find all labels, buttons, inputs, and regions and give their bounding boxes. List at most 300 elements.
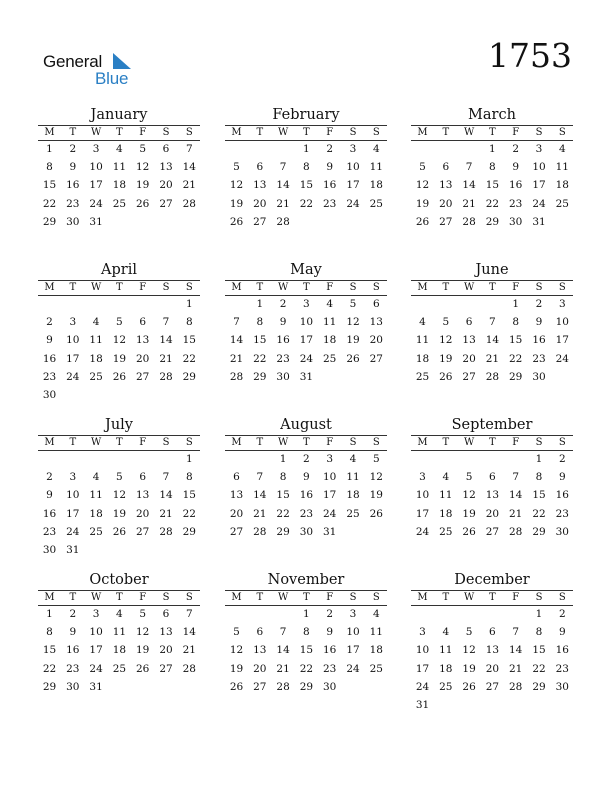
day-cell: 16: [555, 489, 569, 502]
day-cell: 9: [69, 626, 77, 639]
weekday-label: T: [489, 437, 496, 448]
month-february: [225, 106, 387, 256]
day-cell: 18: [89, 352, 103, 365]
weekday-label: T: [442, 282, 450, 293]
day-cell: 24: [299, 352, 314, 365]
day-cell: 30: [42, 389, 57, 401]
day-cell: 12: [229, 179, 244, 192]
day-cell: 25: [323, 352, 337, 365]
weekday-label: F: [326, 282, 334, 293]
weekday-label: T: [303, 282, 310, 293]
day-cell: 31: [532, 215, 546, 228]
day-cell: 18: [323, 334, 337, 347]
day-cell: 11: [439, 489, 453, 502]
day-cell: 28: [509, 680, 523, 693]
day-cell: 11: [415, 334, 430, 347]
day-cell: 17: [299, 334, 314, 347]
weekday-header-row: [38, 125, 200, 141]
day-cell: 29: [485, 215, 500, 228]
day-cell: 1: [46, 608, 53, 620]
day-cell: 1: [303, 143, 310, 155]
weekday-header-row: [225, 280, 387, 296]
weekday-label: T: [442, 127, 450, 138]
day-cell: 13: [485, 644, 500, 657]
day-cell: 13: [485, 489, 500, 502]
day-cell: 30: [532, 370, 546, 383]
weekday-header-row: [411, 280, 573, 296]
day-cell: 19: [136, 644, 150, 657]
day-cell: 18: [439, 507, 453, 520]
day-cell: 9: [326, 626, 334, 639]
day-cell: 25: [439, 525, 453, 538]
day-cell: 13: [369, 316, 383, 329]
day-cell: 31: [415, 699, 430, 711]
day-cell: 10: [323, 471, 337, 484]
day-cell: 1: [489, 143, 496, 155]
day-cell: 27: [462, 370, 476, 383]
weekday-label: S: [162, 437, 170, 448]
weekday-header-row: [411, 435, 573, 451]
day-cell: 7: [256, 471, 264, 484]
weekday-label: T: [489, 592, 496, 603]
weekday-header-row: [225, 125, 387, 141]
day-cell: 17: [89, 644, 103, 657]
day-cell: 23: [66, 197, 80, 210]
day-cell: 10: [299, 316, 314, 329]
day-cell: 17: [66, 352, 80, 365]
day-cell: 28: [229, 370, 244, 383]
logo-text-general: General: [43, 52, 103, 71]
day-cell: 19: [415, 197, 430, 210]
day-cell: 20: [229, 507, 244, 520]
day-cell: 17: [66, 507, 80, 520]
day-cell: 15: [182, 334, 196, 347]
day-cell: 28: [182, 662, 196, 675]
day-cell: 20: [136, 352, 150, 365]
weekday-label: T: [442, 592, 450, 603]
day-cell: 21: [485, 352, 500, 365]
day-cell: 22: [42, 662, 57, 675]
day-cell: 21: [182, 179, 196, 192]
day-cell: 7: [465, 161, 473, 174]
day-cell: 29: [182, 525, 196, 538]
day-cell: 7: [512, 626, 520, 639]
day-cell: 17: [555, 334, 569, 347]
day-cell: 25: [89, 525, 103, 538]
day-cell: 13: [136, 489, 150, 502]
day-cell: 14: [462, 179, 476, 192]
day-cell: 27: [253, 680, 267, 693]
day-cell: 31: [66, 544, 80, 556]
day-cell: 17: [346, 644, 360, 657]
day-cell: 3: [349, 143, 357, 155]
day-cell: 1: [185, 453, 193, 465]
day-cell: 23: [532, 352, 546, 365]
day-cell: 27: [485, 525, 500, 538]
day-cell: 11: [369, 626, 383, 639]
day-cell: 16: [66, 644, 80, 657]
day-cell: 21: [182, 644, 196, 657]
month-name: October: [89, 572, 149, 588]
day-cell: 2: [326, 143, 334, 155]
day-cell: 26: [112, 370, 127, 383]
day-cell: 6: [489, 471, 496, 484]
weekday-label: M: [231, 282, 242, 293]
day-cell: 7: [279, 161, 287, 174]
day-cell: 6: [489, 626, 496, 639]
day-cell: 14: [485, 334, 500, 347]
weekday-label: W: [90, 437, 102, 448]
day-cell: 18: [439, 662, 453, 675]
weekday-header-row: [411, 590, 573, 606]
day-cell: 21: [276, 197, 290, 210]
weekday-label: S: [185, 437, 193, 448]
day-cell: 4: [92, 316, 100, 329]
day-cell: 3: [326, 453, 334, 465]
day-cell: 31: [299, 370, 314, 383]
day-cell: 19: [462, 662, 476, 675]
day-cell: 7: [162, 471, 170, 484]
day-cell: 26: [415, 215, 430, 228]
month-name: August: [280, 417, 332, 433]
weekday-label: S: [162, 127, 170, 138]
day-cell: 27: [439, 215, 453, 228]
day-cell: 5: [372, 453, 380, 465]
day-cell: 10: [555, 316, 569, 329]
day-cell: 27: [159, 197, 173, 210]
day-cell: 24: [323, 507, 337, 520]
day-cell: 8: [489, 161, 496, 174]
day-cell: 8: [535, 471, 543, 484]
weekday-label: W: [277, 127, 289, 138]
weekday-label: M: [44, 282, 55, 293]
day-cell: 1: [303, 608, 310, 620]
day-cell: 16: [276, 334, 290, 347]
weekday-label: W: [463, 127, 475, 138]
weekday-label: S: [185, 127, 193, 138]
day-cell: 5: [465, 626, 473, 639]
day-cell: 16: [509, 179, 523, 192]
day-cell: 3: [69, 471, 77, 484]
day-cell: 6: [139, 471, 147, 484]
day-cell: 21: [229, 352, 244, 365]
day-cell: 25: [439, 680, 453, 693]
day-cell: 28: [462, 215, 476, 228]
day-cell: 2: [69, 143, 77, 155]
day-cell: 5: [465, 471, 473, 484]
day-cell: 12: [462, 489, 476, 502]
day-cell: 19: [229, 197, 244, 210]
day-cell: 22: [299, 197, 314, 210]
day-cell: 29: [253, 370, 267, 383]
day-cell: 12: [439, 334, 453, 347]
day-cell: 15: [182, 489, 196, 502]
day-cell: 22: [509, 352, 523, 365]
day-cell: 6: [162, 143, 170, 155]
day-cell: 19: [462, 507, 476, 520]
weekday-label: W: [90, 592, 102, 603]
day-cell: 23: [555, 507, 569, 520]
day-cell: 30: [509, 215, 523, 228]
day-cell: 7: [185, 608, 193, 620]
day-cell: 26: [229, 215, 244, 228]
weekday-label: M: [44, 127, 55, 138]
day-cell: 29: [509, 370, 523, 383]
weekday-label: T: [303, 127, 310, 138]
day-cell: 6: [162, 608, 170, 620]
day-cell: 9: [558, 626, 566, 639]
weekday-label: T: [489, 282, 496, 293]
day-cell: 27: [136, 525, 150, 538]
day-cell: 18: [369, 644, 383, 657]
day-cell: 2: [303, 453, 310, 465]
day-cell: 6: [256, 161, 264, 174]
day-cell: 14: [509, 489, 523, 502]
month-name: July: [105, 417, 133, 433]
day-cell: 20: [485, 507, 500, 520]
day-cell: 4: [92, 471, 100, 484]
day-cell: 12: [112, 489, 127, 502]
day-cell: 26: [136, 197, 150, 210]
day-cell: 28: [159, 370, 173, 383]
weekday-label: T: [69, 592, 77, 603]
day-cell: 17: [323, 489, 337, 502]
day-cell: 28: [485, 370, 500, 383]
month-december: [411, 571, 573, 721]
day-cell: 30: [42, 544, 57, 556]
day-cell: 4: [349, 453, 357, 465]
day-cell: 25: [112, 197, 127, 210]
day-cell: 11: [89, 489, 103, 502]
day-cell: 13: [253, 644, 267, 657]
day-cell: 3: [303, 298, 310, 310]
day-cell: 11: [323, 316, 337, 329]
day-cell: 17: [415, 507, 430, 520]
weekday-label: T: [256, 592, 264, 603]
weekday-label: T: [256, 127, 264, 138]
day-cell: 5: [419, 161, 426, 174]
weekday-label: F: [326, 592, 334, 603]
day-cell: 22: [532, 662, 546, 675]
day-cell: 27: [159, 662, 173, 675]
day-cell: 14: [276, 644, 290, 657]
day-cell: 16: [323, 644, 337, 657]
day-cell: 13: [229, 489, 244, 502]
day-cell: 1: [535, 608, 543, 620]
day-cell: 2: [46, 471, 53, 484]
day-cell: 8: [185, 471, 193, 484]
weekday-label: S: [162, 592, 170, 603]
weekday-label: T: [256, 282, 264, 293]
day-cell: 29: [299, 680, 314, 693]
day-cell: 24: [89, 197, 103, 210]
day-cell: 2: [279, 298, 287, 310]
day-cell: 26: [112, 525, 127, 538]
day-cell: 18: [89, 507, 103, 520]
day-cell: 9: [46, 334, 53, 347]
day-cell: 27: [253, 215, 267, 228]
day-cell: 29: [276, 525, 290, 538]
day-cell: 4: [116, 608, 123, 620]
weekday-label: S: [162, 282, 170, 293]
weekday-label: M: [44, 592, 55, 603]
day-cell: 12: [112, 334, 127, 347]
weekday-label: S: [372, 437, 380, 448]
weekday-label: S: [185, 592, 193, 603]
month-name: May: [290, 262, 322, 278]
weekday-label: T: [303, 592, 310, 603]
day-cell: 1: [256, 298, 264, 310]
day-cell: 26: [369, 507, 383, 520]
day-cell: 24: [532, 197, 546, 210]
month-march: [411, 106, 573, 256]
day-cell: 10: [346, 626, 360, 639]
day-cell: 2: [326, 608, 334, 620]
month-october: [38, 571, 200, 721]
day-cell: 26: [346, 352, 360, 365]
day-cell: 9: [303, 471, 310, 484]
weekday-label: M: [44, 437, 55, 448]
weekday-header-row: [225, 590, 387, 606]
day-cell: 13: [159, 626, 173, 639]
weekday-label: S: [372, 127, 380, 138]
day-cell: 18: [415, 352, 430, 365]
day-cell: 14: [182, 626, 196, 639]
day-cell: 10: [89, 626, 103, 639]
day-cell: 23: [42, 525, 57, 538]
day-cell: 18: [555, 179, 569, 192]
day-cell: 20: [136, 507, 150, 520]
day-cell: 1: [512, 298, 520, 310]
day-cell: 24: [415, 525, 430, 538]
day-cell: 5: [139, 143, 147, 155]
day-cell: 11: [112, 161, 127, 174]
day-cell: 2: [69, 608, 77, 620]
weekday-label: S: [558, 592, 566, 603]
day-cell: 21: [509, 507, 523, 520]
day-cell: 17: [532, 179, 546, 192]
day-cell: 22: [299, 662, 314, 675]
day-cell: 16: [299, 489, 314, 502]
day-cell: 16: [42, 352, 57, 365]
day-cell: 14: [159, 489, 173, 502]
day-cell: 19: [136, 179, 150, 192]
day-cell: 1: [185, 298, 193, 310]
day-cell: 30: [555, 525, 569, 538]
day-cell: 9: [535, 316, 543, 329]
day-cell: 29: [532, 680, 546, 693]
weekday-label: S: [535, 592, 543, 603]
day-cell: 4: [419, 316, 426, 329]
day-cell: 6: [465, 316, 473, 329]
weekday-label: T: [69, 127, 77, 138]
day-cell: 15: [276, 489, 290, 502]
day-cell: 29: [42, 215, 57, 228]
day-cell: 28: [509, 525, 523, 538]
month-name: December: [454, 572, 530, 588]
day-cell: 9: [326, 161, 334, 174]
weekday-label: W: [463, 282, 475, 293]
weekday-label: T: [116, 282, 123, 293]
day-cell: 30: [299, 525, 314, 538]
weekday-label: S: [372, 592, 380, 603]
day-cell: 26: [136, 662, 150, 675]
day-cell: 24: [89, 662, 103, 675]
weekday-label: W: [277, 282, 289, 293]
day-cell: 12: [369, 471, 383, 484]
day-cell: 25: [112, 662, 127, 675]
weekday-header-row: [38, 280, 200, 296]
weekday-label: S: [349, 592, 357, 603]
day-cell: 14: [253, 489, 267, 502]
day-cell: 2: [558, 453, 566, 465]
day-cell: 22: [42, 197, 57, 210]
day-cell: 6: [139, 316, 147, 329]
day-cell: 21: [159, 352, 173, 365]
day-cell: 16: [42, 507, 57, 520]
day-cell: 5: [116, 316, 123, 329]
weekday-label: F: [139, 592, 147, 603]
day-cell: 15: [532, 644, 546, 657]
day-cell: 8: [303, 161, 310, 174]
day-cell: 25: [555, 197, 569, 210]
day-cell: 2: [46, 316, 53, 329]
day-cell: 16: [323, 179, 337, 192]
day-cell: 8: [279, 471, 287, 484]
day-cell: 13: [159, 161, 173, 174]
month-june: [411, 261, 573, 411]
weekday-label: W: [463, 592, 475, 603]
day-cell: 8: [46, 626, 53, 639]
month-august: [225, 416, 387, 566]
day-cell: 2: [558, 608, 566, 620]
day-cell: 2: [512, 143, 520, 155]
day-cell: 27: [485, 680, 500, 693]
weekday-label: F: [512, 127, 520, 138]
day-cell: 22: [182, 352, 196, 365]
day-cell: 17: [89, 179, 103, 192]
day-cell: 9: [512, 161, 520, 174]
day-cell: 4: [372, 608, 380, 620]
weekday-label: T: [303, 437, 310, 448]
month-may: [225, 261, 387, 411]
day-cell: 3: [558, 298, 566, 310]
day-cell: 12: [462, 644, 476, 657]
weekday-label: T: [489, 127, 496, 138]
day-cell: 28: [276, 680, 290, 693]
day-cell: 23: [42, 370, 57, 383]
day-cell: 14: [509, 644, 523, 657]
weekday-label: S: [558, 282, 566, 293]
weekday-label: W: [277, 437, 289, 448]
day-cell: 22: [485, 197, 500, 210]
weekday-label: T: [256, 437, 264, 448]
day-cell: 4: [442, 626, 450, 639]
weekday-label: F: [512, 282, 520, 293]
day-cell: 10: [66, 489, 80, 502]
logo-text-blue: Blue: [95, 69, 129, 88]
day-cell: 19: [112, 352, 127, 365]
day-cell: 7: [512, 471, 520, 484]
weekday-label: M: [417, 282, 428, 293]
day-cell: 17: [346, 179, 360, 192]
day-cell: 24: [346, 662, 360, 675]
day-cell: 28: [253, 525, 267, 538]
day-cell: 25: [89, 370, 103, 383]
day-cell: 8: [185, 316, 193, 329]
day-cell: 26: [462, 525, 476, 538]
day-cell: 20: [462, 352, 476, 365]
